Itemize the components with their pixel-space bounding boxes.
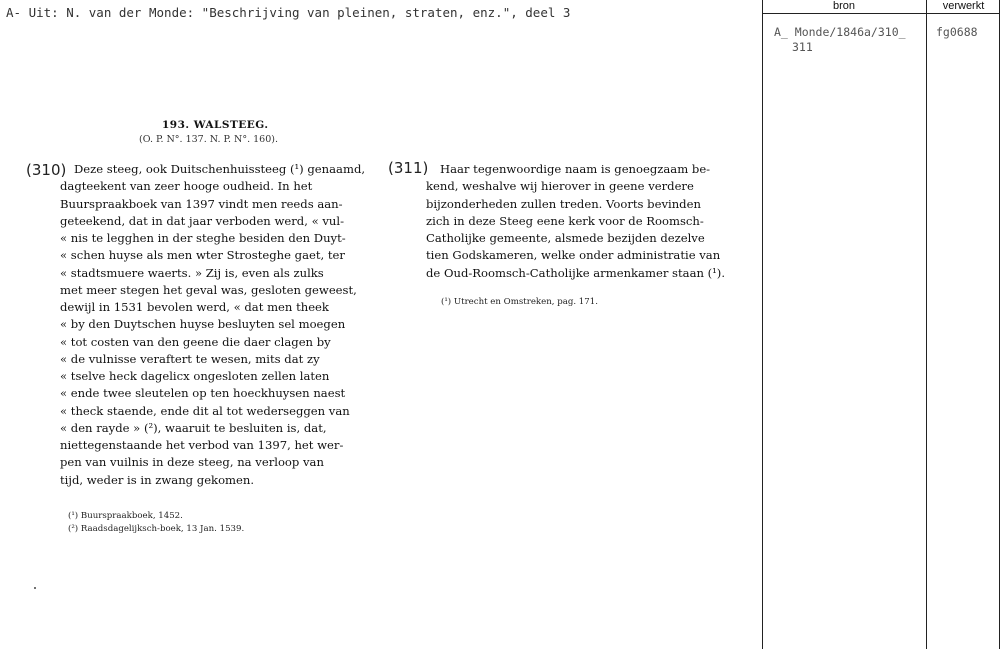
left-footnotes [68,510,244,536]
table-header-verwerkt: verwerkt [942,0,985,12]
right-column-text [426,161,728,282]
entry-title: 193. WALSTEEG. [162,119,269,131]
right-footnotes [441,296,598,309]
table-cell-verwerkt: fg0688 [936,25,978,39]
text-line: « theck staende, ende dit al tot wederseggen van [60,403,350,418]
text-line: « den rayde » (²), waaruit te besluiten is, dat, [60,420,327,435]
text-line: « schen huyse als men wter Strosteghe gaet, ter [60,248,345,263]
text-line: « tselve heck dagelicx ongesloten zellen laten [60,369,330,383]
text-line: « tot costen van den geene die daer clagen by [60,334,331,349]
text-line: Buurspraakboek van 1397 vindt men reeds aan- [60,196,343,211]
left-column-text [60,161,366,489]
text-line: « de vulnisse veraftert te wesen, mits dat zy [60,351,320,366]
text-line: geteekend, dat in dat jaar verboden werd, « vul- [60,213,345,228]
text-line: bijzonderheden zullen treden. Voorts bevinden [426,196,701,211]
text-line: « ende twee sleutelen op ten hoeckhuysen naest [60,386,346,401]
page-mark-left: (310) [26,161,67,179]
table-header-bron: bron [832,0,856,12]
source-table [762,0,1000,649]
bron-line-2: 311 [792,40,813,54]
text-line: tijd, weder is in zwang gekomen. [60,472,255,487]
entry-subtitle: (O. P. N°. 137. N. P. N°. 160). [139,134,278,145]
text-line: tien Godskameren, welke onder administratie van [426,248,721,263]
text-line: « stadtsmuere waerts. » Zij is, even als zulks [60,265,324,280]
text-line: dewijl in 1531 bevolen werd, « dat men theek [60,300,329,314]
table-border-middle [926,0,927,649]
text-line: Deze steeg, ook Duitschenhuissteeg (¹) genaamd, [74,162,366,176]
text-line: de Oud-Roomsch-Catholijke armenkamer staan (¹). [426,265,726,280]
page-mark-right: (311) [388,159,429,177]
text-line: pen van vuilnis in deze steeg, na verloop van [60,455,324,470]
text-line: niettegenstaande het verbod van 1397, het wer- [60,438,344,452]
scan-speck [34,587,36,589]
bron-line-1: A_ Monde/1846a/310_ [774,25,906,39]
text-line: met meer stegen het geval was, gesloten geweest, [60,282,357,297]
footnote: (¹) Utrecht en Omstreken, pag. 171. [441,297,598,307]
footnote: (¹) Buurspraakboek, 1452. [68,511,183,521]
text-line: Haar tegenwoordige naam is genoegzaam be- [440,162,711,176]
text-line: kend, weshalve wij hierover in geene verdere [426,179,694,194]
text-line: « by den Duytschen huyse besluyten sel moegen [60,317,346,332]
footnote: (²) Raadsdagelijksch-boek, 13 Jan. 1539. [68,524,245,534]
table-border-left [762,0,763,649]
table-cell-bron [774,25,906,55]
text-line: dagteekent van zeer hooge oudheid. In het [60,179,313,194]
text-line: zich in deze Steeg eene kerk voor de Roomsch- [426,213,704,228]
table-header-divider [762,13,1000,14]
text-line: « nis te legghen in der steghe besiden den Duyt- [60,231,346,245]
source-header: A- Uit: N. van der Monde: "Beschrijving van pleinen, straten, enz.", deel 3 [6,5,571,20]
text-line: Catholijke gemeente, alsmede bezijden dezelve [426,231,705,245]
